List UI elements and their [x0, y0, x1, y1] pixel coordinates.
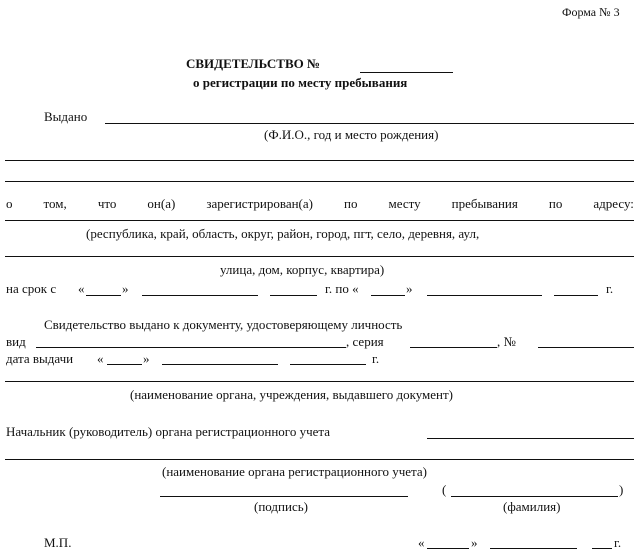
issue-day-blank	[107, 364, 142, 365]
address-caption: (республика, край, область, округ, район, город, пгт, село, деревня, аул,	[86, 226, 480, 241]
issue-date-close-quote: »	[143, 351, 150, 366]
footer-month-blank	[490, 548, 577, 549]
footer-year-blank	[592, 548, 612, 549]
reg-org-blank	[5, 459, 634, 460]
about-word: пребывания	[451, 196, 518, 211]
document-title: СВИДЕТЕЛЬСТВО №	[186, 56, 321, 71]
term-day2-blank	[371, 295, 405, 296]
term-day-blank	[86, 295, 121, 296]
footer-year-suffix: г.	[614, 535, 622, 550]
term-year-to: г. по «	[325, 281, 359, 296]
signature-blank	[160, 496, 408, 497]
series-blank	[410, 347, 497, 348]
address-blank	[5, 220, 634, 221]
signature-caption: (подпись)	[254, 499, 308, 514]
about-word: зарегистрирован(а)	[206, 196, 313, 211]
blank-line	[5, 181, 634, 182]
street-caption: улица, дом, корпус, квартира)	[220, 262, 385, 277]
surname-paren-close: )	[619, 482, 624, 497]
series-label: , серия	[346, 334, 384, 349]
number-label: , №	[497, 334, 516, 349]
about-row	[6, 197, 634, 210]
surname-paren-open: (	[442, 482, 447, 497]
doc-type-label: вид	[6, 334, 26, 349]
term-close-quote-2: »	[406, 281, 413, 296]
address-blank	[5, 256, 634, 257]
about-word: том,	[43, 196, 67, 211]
reg-org-caption: (наименование органа регистрационного учета)	[162, 464, 427, 479]
title-number-blank	[360, 72, 453, 73]
seal-label: М.П.	[44, 535, 72, 550]
document-intro: Свидетельство выдано к документу, удостоверяющему личность	[44, 317, 403, 332]
about-word: он(а)	[147, 196, 176, 211]
fio-caption: (Ф.И.О., год и место рождения)	[264, 127, 439, 142]
footer-open-quote: «	[418, 535, 425, 550]
term-label: на срок с	[6, 281, 57, 296]
issue-date-label: дата выдачи	[6, 351, 74, 366]
about-word: по	[548, 196, 563, 211]
blank-line	[5, 160, 634, 161]
term-year-suffix: г.	[606, 281, 614, 296]
doc-type-blank	[36, 347, 346, 348]
surname-caption: (фамилия)	[503, 499, 561, 514]
issue-year-suffix: г.	[372, 351, 380, 366]
document-subtitle: о регистрации по месту пребывания	[193, 75, 408, 90]
about-word: по	[344, 196, 358, 211]
about-word: месту	[388, 196, 421, 211]
about-word: адресу:	[593, 196, 634, 211]
number-blank	[538, 347, 634, 348]
footer-close-quote: »	[471, 535, 478, 550]
issue-date-open-quote: «	[97, 351, 104, 366]
about-word: о	[6, 196, 13, 211]
issue-month-blank	[162, 364, 278, 365]
issue-year-blank	[290, 364, 366, 365]
footer-day-blank	[427, 548, 469, 549]
issued-blank	[105, 123, 634, 124]
issuer-blank	[5, 381, 634, 382]
surname-blank	[451, 496, 618, 497]
term-close-quote: »	[122, 281, 129, 296]
issuer-caption: (наименование органа, учреждения, выдавшего документ)	[130, 387, 454, 402]
term-year-blank	[270, 295, 317, 296]
about-word: что	[97, 196, 117, 211]
form-number: Форма № 3	[562, 5, 620, 19]
term-month-blank	[142, 295, 258, 296]
issued-label: Выдано	[44, 109, 88, 124]
term-year2-blank	[554, 295, 598, 296]
term-month2-blank	[427, 295, 542, 296]
chief-label: Начальник (руководитель) органа регистрационного учета	[6, 424, 330, 439]
term-open-quote: «	[78, 281, 85, 296]
chief-blank	[427, 438, 634, 439]
